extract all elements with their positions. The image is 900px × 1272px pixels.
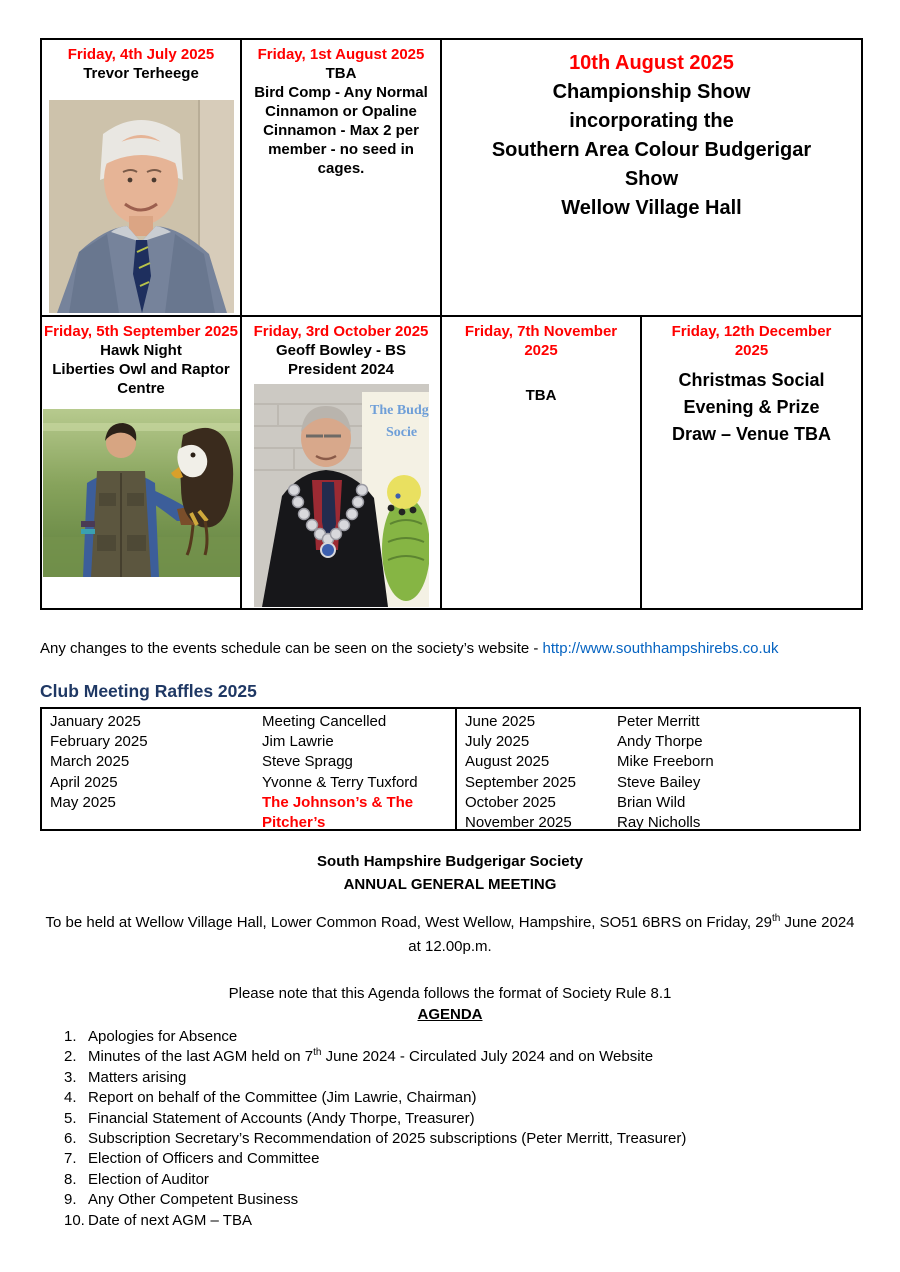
agenda-item-number: 6. [64,1130,77,1148]
event-date-september: Friday, 5th September 2025 [44,323,238,340]
show-line: incorporating the [569,110,734,132]
raffle-month: June 2025 [465,713,536,730]
agenda-item-text: Any Other Competent Business [88,1191,299,1209]
agenda-item-number: 8. [64,1170,77,1188]
agenda-item-text: Election of Auditor [88,1170,209,1188]
raffle-row [465,773,859,793]
raffle-month: October 2025 [465,793,556,811]
agm-venue-line1 [20,911,880,935]
event-date-november: Friday, 7th November 2025 [464,323,618,359]
raffle-month: July 2025 [465,733,530,751]
raffles-right-column [457,709,859,832]
agenda-item [40,1027,850,1047]
event-cell-july [41,39,241,316]
agenda-item-number: 2. [64,1048,77,1066]
agm-venue-line2: at 12.00p.m. [408,938,492,955]
agenda-item [40,1088,850,1108]
event-line-hawk-night: Hawk Night [100,342,182,359]
photo-trevor-terheege [49,100,234,313]
raffle-winner: Steve Spragg [262,753,353,771]
raffle-month: August 2025 [465,753,550,771]
raffle-month: September 2025 [465,773,576,791]
agenda-list [40,1027,850,1231]
agm-venue-ordinal: th [771,913,781,924]
raffle-row [465,813,859,833]
agenda-item [40,1190,850,1210]
agenda-item-number: 7. [64,1150,77,1168]
raffle-month: March 2025 [50,753,130,771]
photo-falconer-eagle [43,409,240,577]
raffle-row [465,732,859,752]
raffle-winner: Peter Merritt [617,713,700,730]
agenda-item-number: 5. [64,1109,77,1127]
raffle-winner: Andy Thorpe [617,733,703,751]
agenda-item-number: 10. [64,1211,85,1229]
agenda-item-text: Subscription Secretary’s Recommendation of 2025 subscriptions (Peter Merritt, Treasurer) [88,1130,687,1148]
agenda-item [40,1170,850,1190]
agenda-item [40,1109,850,1129]
poster-text-line1: The Budg [369,403,429,418]
event-cell-august [241,39,441,316]
event-date-august: Friday, 1st August 2025 [257,46,425,63]
raffle-winner: Meeting Cancelled [262,713,387,730]
raffle-month: May 2025 [50,793,116,811]
raffle-winner: Mike Freeborn [617,753,714,771]
agenda-item-ordinal: th [313,1047,322,1059]
agenda-item-text: Date of next AGM – TBA [88,1211,252,1229]
event-date-july: Friday, 4th July 2025 [67,46,215,63]
agenda-item [40,1149,850,1169]
website-note [40,640,779,657]
raffle-row [465,793,859,813]
raffle-winner: Brian Wild [617,793,686,811]
agenda-item-number: 4. [64,1089,77,1107]
agenda-item-number: 1. [64,1028,77,1045]
agm-heading [20,850,880,896]
agenda-item-number: 9. [64,1191,77,1209]
agenda-item-text-end: June 2024 - Circulated July 2024 and on Website [321,1048,654,1066]
raffles-left-column [42,709,457,832]
raffle-row [465,712,859,732]
raffle-month: April 2025 [50,773,118,791]
event-cell-november [441,316,641,609]
event-line-raptor-centre: Liberties Owl and Raptor Centre [52,361,230,397]
raffle-row [50,793,455,833]
agm-society-name: South Hampshire Budgerigar Society [317,853,583,870]
agenda-item-text: Election of Officers and Committee [88,1150,320,1168]
event-date-show: 10th August 2025 [569,52,734,74]
raffle-row [50,712,455,732]
society-website-link[interactable]: http://www.southhampshirebs.co.uk [542,640,779,657]
event-date-december: Friday, 12th December 2025 [671,323,832,359]
show-line: Show [624,168,679,190]
event-line-august-comp: Bird Comp - Any Normal Cinnamon or Opaline Cinnamon - Max 2 per member - no seed in cages. [254,84,428,177]
agenda-note: Please note that this Agenda follows the format of Society Rule 8.1 [228,985,672,1002]
xmas-line: Draw – Venue TBA [671,424,832,444]
raffle-winner: Steve Bailey [617,773,701,791]
event-line-geoff-bowley: Geoff Bowley - BS President 2024 [275,342,406,378]
xmas-line: Christmas Social [678,370,825,390]
photo-geoff-bowley [254,384,429,607]
raffle-winner: Yvonne & Terry Tuxford [262,773,418,791]
events-table [40,38,863,610]
agenda-item-text: Minutes of the last AGM held on 7 [88,1048,314,1066]
agm-title: ANNUAL GENERAL MEETING [343,876,557,893]
raffles-table [40,707,861,831]
raffle-month: November 2025 [465,814,572,832]
agenda-title: AGENDA [417,1006,483,1023]
agm-venue [20,911,880,959]
event-cell-championship-show [441,39,862,316]
show-line: Championship Show [552,81,751,103]
event-cell-december [641,316,862,609]
agenda-item [40,1211,850,1231]
raffle-month: January 2025 [50,713,141,730]
raffle-row [50,732,455,752]
show-line: Wellow Village Hall [561,197,742,219]
event-cell-september [41,316,241,609]
raffle-row [50,773,455,793]
event-line-november-tba: TBA [525,387,557,404]
agenda-item-text: Apologies for Absence [88,1028,238,1045]
raffle-winner-highlighted: The Johnson’s & The Pitcher’s [262,793,414,832]
agenda-item-text: Matters arising [88,1068,187,1086]
agenda-item [40,1047,850,1067]
agenda-item [40,1068,850,1088]
event-line-august-tba: TBA [325,65,357,82]
event-date-october: Friday, 3rd October 2025 [253,323,429,340]
raffle-winner: Jim Lawrie [262,733,334,751]
raffle-row [50,752,455,772]
raffle-row [465,752,859,772]
xmas-line: Evening & Prize [683,397,820,417]
agenda-item-number: 3. [64,1068,77,1086]
show-line: Southern Area Colour Budgerigar [491,139,812,161]
event-cell-october [241,316,441,609]
raffle-winner: Ray Nicholls [617,814,701,832]
poster-text-line2: Socie [385,425,417,440]
website-note-text: Any changes to the events schedule can be seen on the society’s website - [40,640,543,657]
agm-venue-text: To be held at Wellow Village Hall, Lower Common Road, West Wellow, Hampshire, SO51 6BRS on Friday, 29 [45,914,772,931]
agenda-item-text: Financial Statement of Accounts (Andy Thorpe, Treasurer) [88,1109,475,1127]
raffles-heading: Club Meeting Raffles 2025 [40,681,257,701]
agenda-item [40,1129,850,1149]
event-speaker-july: Trevor Terheege [83,65,199,82]
raffle-month: February 2025 [50,733,148,751]
agm-venue-text-end: June 2024 [780,914,855,931]
agenda-item-text: Report on behalf of the Committee (Jim Lawrie, Chairman) [88,1089,477,1107]
